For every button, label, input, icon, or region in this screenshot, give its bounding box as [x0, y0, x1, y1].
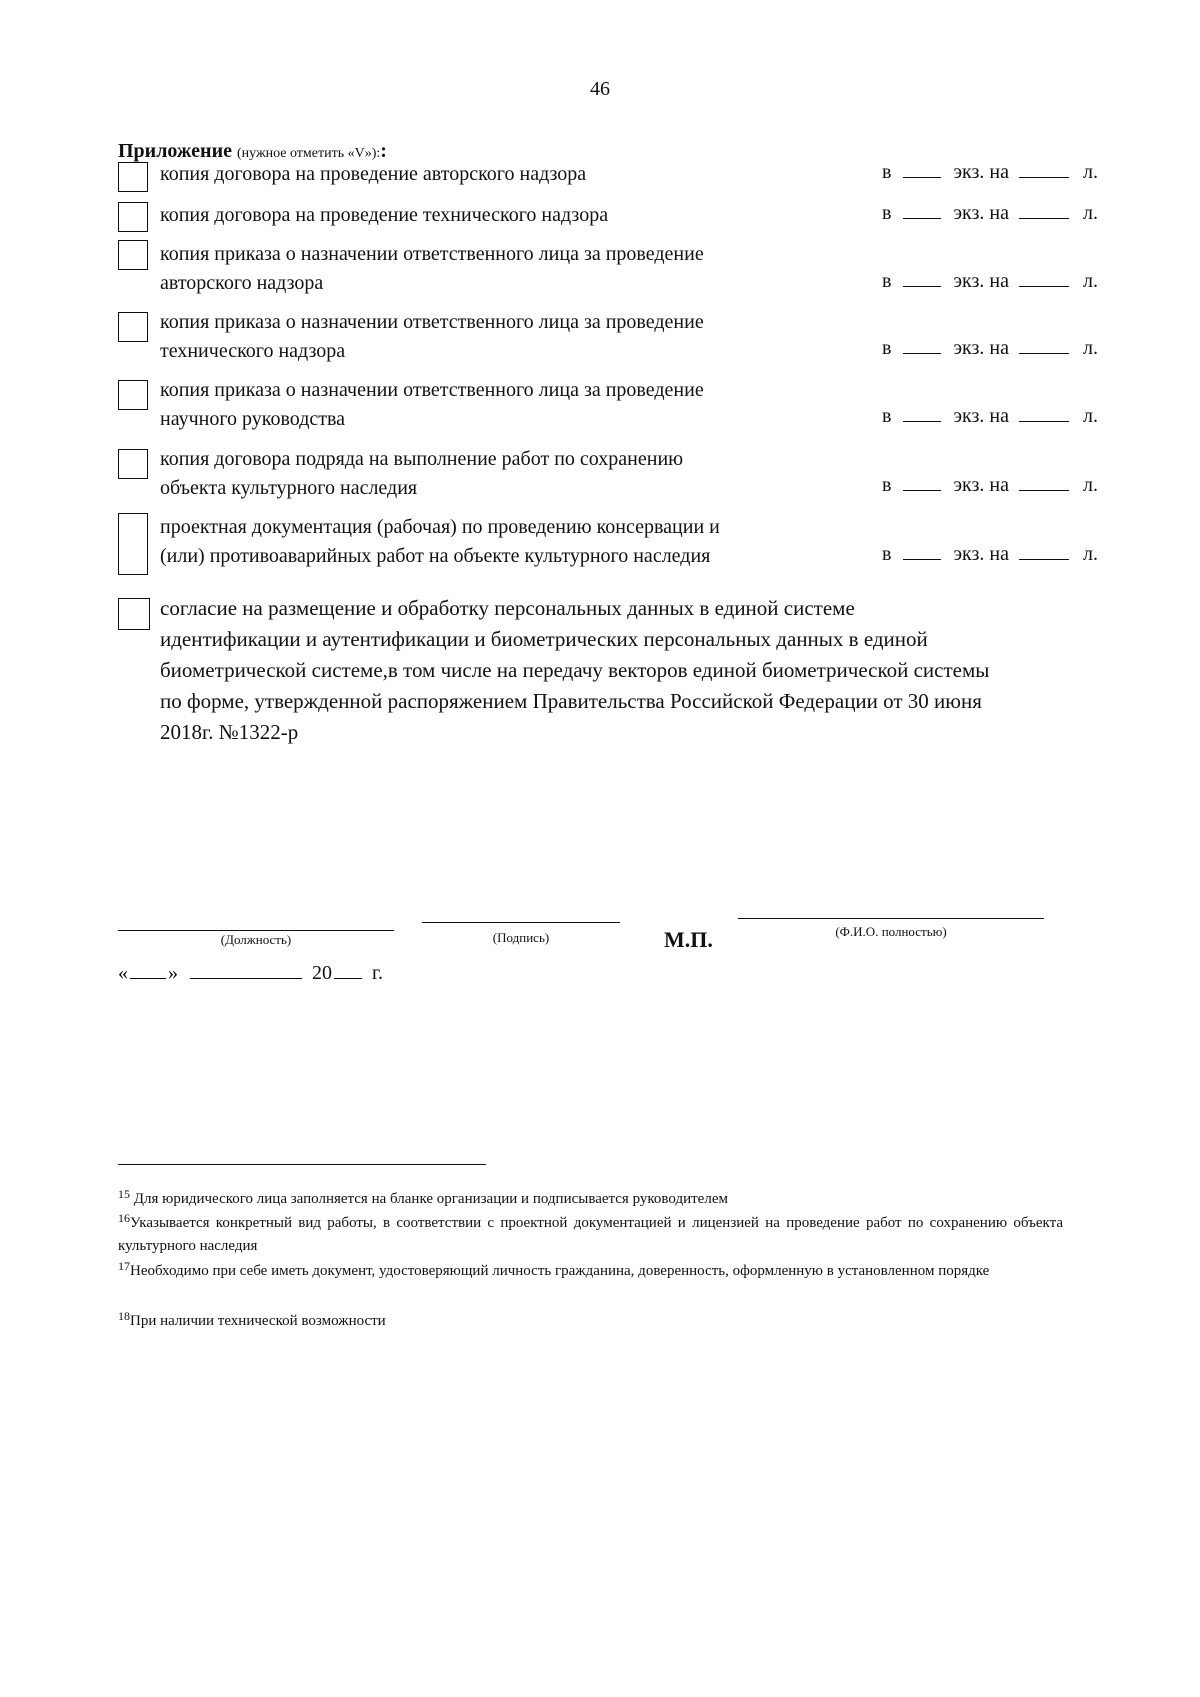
copies-field: [882, 199, 1142, 228]
attachment-checkbox[interactable]: [118, 240, 148, 270]
copies-middle: экз. на: [953, 474, 1009, 496]
footnote: [118, 1260, 1063, 1283]
attachment-checkbox[interactable]: [118, 380, 148, 410]
sheets-count-blank[interactable]: [1019, 159, 1069, 178]
footnote-number: 17: [118, 1259, 130, 1273]
footnote-number: 18: [118, 1309, 130, 1323]
copies-field: [882, 158, 1142, 187]
copies-field: [882, 471, 1142, 500]
full-name-label: (Ф.И.О. полностью): [835, 924, 947, 939]
footnote-text: Необходимо при себе иметь документ, удостоверяющий личность гражданина, доверенность, оформленную в установленном порядке: [130, 1263, 990, 1279]
heading-title: Приложение: [118, 140, 232, 162]
copies-count-blank[interactable]: [903, 472, 941, 491]
heading-note: (нужное отметить «V»):: [236, 146, 381, 161]
copies-middle: экз. на: [953, 405, 1009, 427]
footnote: [118, 1310, 1063, 1333]
copies-middle: экз. на: [953, 543, 1009, 565]
footnote: [118, 1188, 1063, 1211]
attachment-checkbox[interactable]: [118, 449, 148, 479]
consent-label: согласие на размещение и обработку персональных данных в единой системе идентификации и аутентификации и биометрических персональных данных в единой биометрической системе,в том числе на передачу векторов единой биометрической системы по форме, утвержденной распоряжением Правительства Российской Федерации от 30 июня 2018г. №1322-р: [160, 596, 990, 744]
position-label: (Должность): [220, 932, 292, 947]
month-blank[interactable]: [190, 960, 302, 979]
copies-suffix: л.: [1082, 543, 1098, 565]
footnote-separator: [118, 1164, 486, 1165]
date-row: [118, 960, 383, 985]
copies-prefix: в: [882, 405, 892, 427]
stamp-placeholder: М.П.: [664, 927, 713, 952]
sheets-count-blank[interactable]: [1019, 472, 1069, 491]
attachment-label: копия договора на проведение авторского надзора: [160, 163, 587, 185]
attachment-checkbox[interactable]: [118, 513, 148, 575]
copies-prefix: в: [882, 202, 892, 224]
copies-prefix: в: [882, 543, 892, 565]
sheets-count-blank[interactable]: [1019, 268, 1069, 287]
copies-prefix: в: [882, 337, 892, 359]
footnote: [118, 1212, 1063, 1258]
copies-middle: экз. на: [953, 270, 1009, 292]
consent-checkbox[interactable]: [118, 598, 150, 630]
attachment-checkbox[interactable]: [118, 312, 148, 342]
attachment-label: копия приказа о назначении ответственного лица за проведение научного руководства: [160, 379, 704, 430]
copies-suffix: л.: [1082, 405, 1098, 427]
copies-suffix: л.: [1082, 474, 1098, 496]
copies-count-blank[interactable]: [903, 268, 941, 287]
copies-middle: экз. на: [953, 337, 1009, 359]
copies-suffix: л.: [1082, 161, 1098, 183]
footnote-text: Для юридического лица заполняется на бланке организации и подписывается руководителем: [133, 1191, 728, 1207]
copies-field: [882, 334, 1142, 363]
sheets-count-blank[interactable]: [1019, 335, 1069, 354]
footnote-text: При наличии технической возможности: [130, 1313, 386, 1329]
sheets-count-blank[interactable]: [1019, 403, 1069, 422]
day-blank[interactable]: [130, 960, 166, 979]
copies-middle: экз. на: [953, 161, 1009, 183]
attachment-label: копия договора на проведение технического надзора: [160, 204, 609, 226]
copies-field: [882, 540, 1142, 569]
copies-prefix: в: [882, 161, 892, 183]
copies-count-blank[interactable]: [903, 403, 941, 422]
sheets-count-blank[interactable]: [1019, 200, 1069, 219]
date-open-quote: «: [118, 962, 128, 984]
date-close-quote: »: [168, 962, 178, 984]
heading-colon: :: [380, 140, 387, 162]
copies-suffix: л.: [1082, 202, 1098, 224]
year-prefix: 20: [312, 962, 332, 984]
year-suffix: г.: [372, 962, 383, 984]
copies-count-blank[interactable]: [903, 200, 941, 219]
attachment-label: копия договора подряда на выполнение работ по сохранению объекта культурного наследия: [160, 448, 684, 499]
position-line[interactable]: [118, 930, 394, 931]
copies-suffix: л.: [1082, 270, 1098, 292]
attachment-label: копия приказа о назначении ответственного лица за проведение авторского надзора: [160, 243, 704, 294]
footnote-text: Указывается конкретный вид работы, в соответствии с проектной документацией и лицензией на проведение работ по сохранению объекта культурного наследия: [118, 1215, 1063, 1254]
year-blank[interactable]: [334, 960, 362, 979]
copies-prefix: в: [882, 270, 892, 292]
copies-middle: экз. на: [953, 202, 1009, 224]
footnote-number: 16: [118, 1211, 130, 1225]
copies-suffix: л.: [1082, 337, 1098, 359]
copies-prefix: в: [882, 474, 892, 496]
copies-field: [882, 402, 1142, 431]
footnote-number: 15: [118, 1187, 130, 1201]
attachment-checkbox[interactable]: [118, 202, 148, 232]
copies-count-blank[interactable]: [903, 159, 941, 178]
full-name-line[interactable]: [738, 918, 1044, 919]
copies-count-blank[interactable]: [903, 541, 941, 560]
sheets-count-blank[interactable]: [1019, 541, 1069, 560]
copies-field: [882, 267, 1142, 296]
signature-line[interactable]: [422, 922, 620, 923]
attachment-label: проектная документация (рабочая) по проведению консервации и (или) противоаварийных работ на объекте культурного наследия: [160, 516, 720, 567]
attachment-checkbox[interactable]: [118, 162, 148, 192]
signature-label: (Подпись): [492, 930, 550, 945]
copies-count-blank[interactable]: [903, 335, 941, 354]
page-number: 46: [590, 78, 610, 100]
attachment-label: копия приказа о назначении ответственного лица за проведение технического надзора: [160, 311, 704, 362]
